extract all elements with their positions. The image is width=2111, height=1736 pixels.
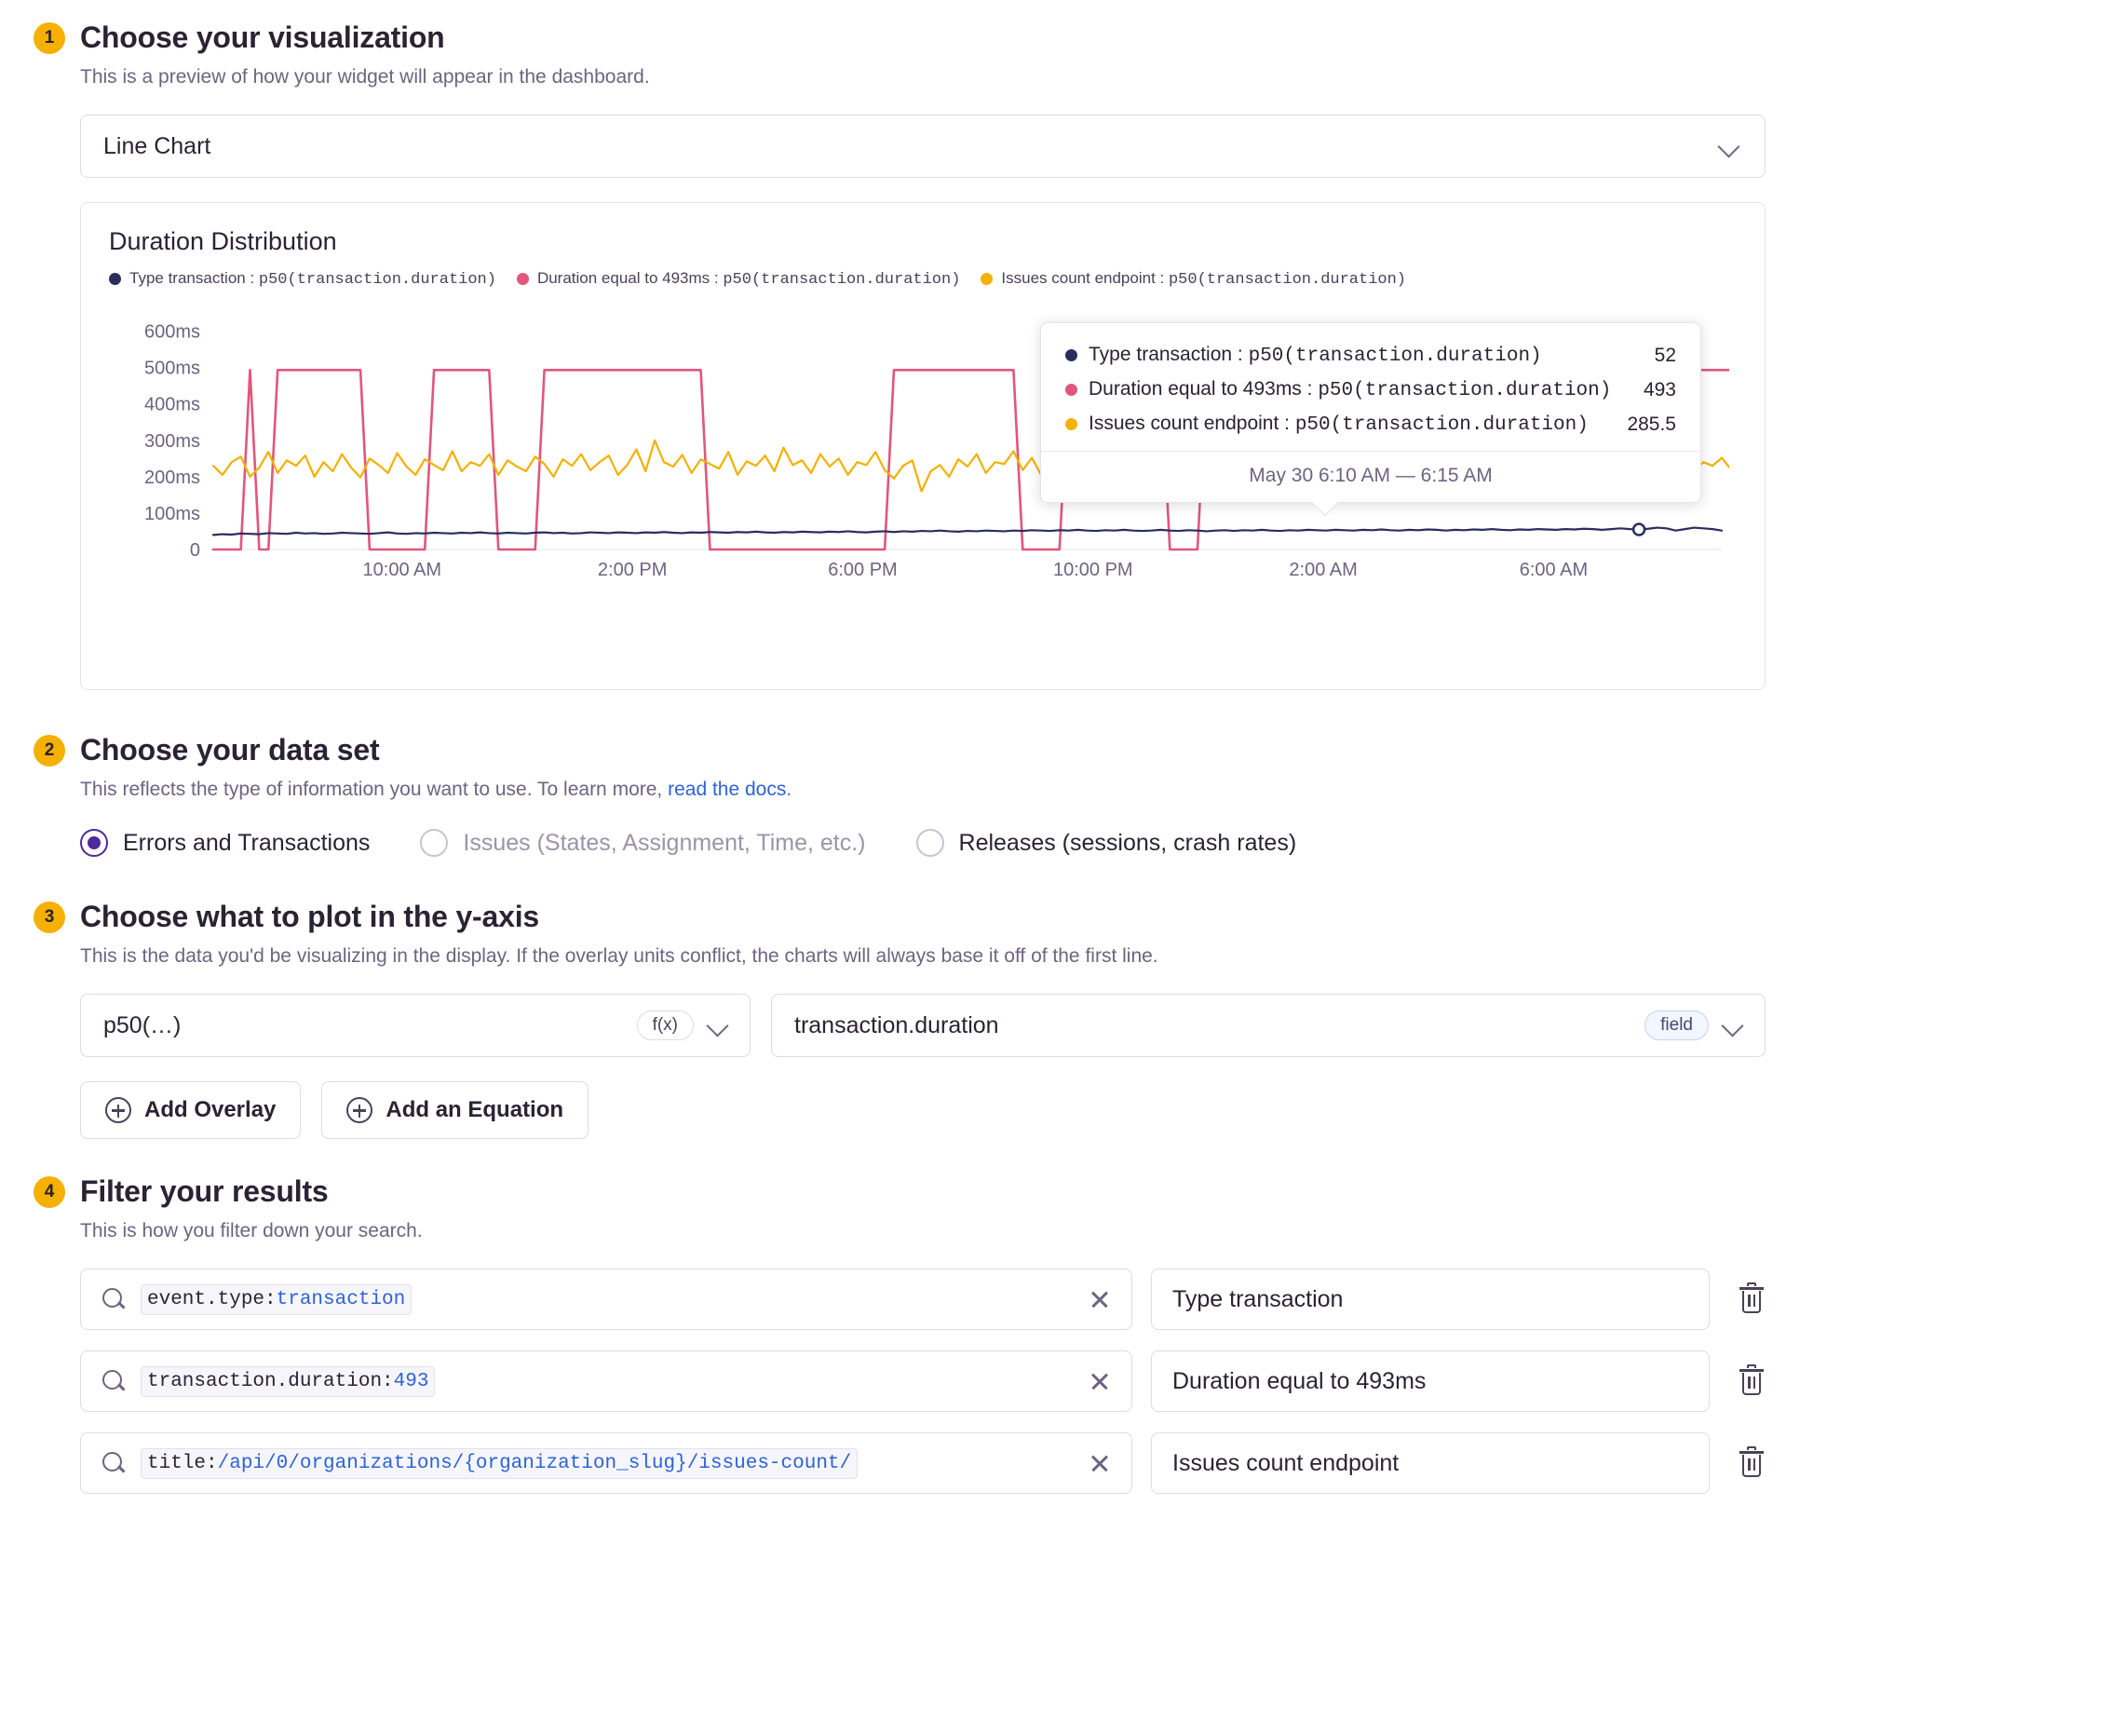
radio-indicator-icon	[916, 829, 944, 857]
delete-icon[interactable]	[1736, 1282, 1767, 1316]
filter-row	[80, 1268, 2077, 1330]
add-equation-button[interactable]	[321, 1081, 589, 1139]
filter-alias-input[interactable]	[1151, 1268, 1710, 1330]
visualization-select-value: Line Chart	[103, 132, 211, 159]
svg-text:6:00 PM: 6:00 PM	[828, 560, 898, 580]
aggregate-function-select[interactable]	[80, 994, 751, 1057]
section-title: Choose your data set	[80, 733, 380, 766]
svg-text:10:00 AM: 10:00 AM	[362, 560, 442, 580]
svg-text:600ms: 600ms	[143, 321, 200, 343]
delete-icon[interactable]	[1736, 1446, 1767, 1480]
filter-row	[80, 1432, 2077, 1494]
filter-query-value: transaction	[276, 1288, 406, 1310]
filter-rows	[80, 1268, 2077, 1494]
aggregate-function-value: p50(…)	[103, 1011, 182, 1038]
step-4-description: This is how you filter down your search.	[80, 1220, 423, 1241]
step-2-header	[34, 733, 2077, 767]
svg-text:10:00 PM: 10:00 PM	[1052, 560, 1133, 580]
filter-query-value: /api/0/organizations/{organization_slug}/issues-count/	[217, 1452, 852, 1474]
legend-item[interactable]	[981, 269, 1406, 289]
legend-swatch-icon	[981, 273, 993, 285]
legend-label: Issues count endpoint : p50(transaction.duration)	[1001, 269, 1407, 289]
step-1-header	[34, 20, 2077, 55]
add-equation-label: Add an Equation	[386, 1097, 564, 1122]
radio-label: Releases (sessions, crash rates)	[958, 829, 1297, 856]
tooltip-row	[1041, 338, 1700, 373]
radio-label: Errors and Transactions	[123, 829, 371, 856]
tooltip-swatch-icon	[1065, 384, 1077, 396]
tooltip-value: 493	[1643, 378, 1676, 400]
chart-title: Duration Distribution	[109, 227, 337, 255]
filter-alias-value: Duration equal to 493ms	[1172, 1367, 1427, 1394]
filter-alias-value: Type transaction	[1172, 1285, 1344, 1312]
tooltip-value: 285.5	[1627, 413, 1676, 435]
chevron-down-icon	[1718, 134, 1742, 158]
section-title: Choose what to plot in the y-axis	[80, 900, 539, 933]
svg-text:200ms: 200ms	[143, 467, 200, 488]
tooltip-row	[1041, 373, 1700, 407]
add-overlay-button[interactable]	[80, 1081, 301, 1139]
radio-indicator-icon	[80, 829, 108, 857]
legend-item[interactable]	[517, 269, 960, 289]
legend-label: Type transaction : p50(transaction.duration)	[129, 269, 496, 289]
radio-issues[interactable]	[420, 829, 865, 857]
clear-icon[interactable]	[1087, 1286, 1113, 1312]
svg-text:0: 0	[189, 540, 200, 561]
add-overlay-label: Add Overlay	[144, 1097, 277, 1122]
step-3-description: This is the data you'd be visualizing in the display. If the overlay units conflict, the charts will always base it off of the first line.	[80, 945, 1158, 967]
yaxis-action-buttons	[80, 1081, 2077, 1139]
legend-swatch-icon	[517, 273, 529, 285]
step-number-badge: 1	[34, 22, 65, 54]
clear-icon[interactable]	[1087, 1368, 1113, 1394]
svg-text:500ms: 500ms	[143, 358, 200, 379]
chevron-down-icon	[1722, 1013, 1746, 1038]
filter-search-input[interactable]	[80, 1432, 1132, 1494]
search-icon	[101, 1451, 126, 1475]
step-3-yaxis	[34, 900, 2077, 968]
filter-query-token	[141, 1284, 412, 1315]
step-3-header	[34, 900, 2077, 934]
svg-text:2:00 PM: 2:00 PM	[597, 560, 668, 580]
delete-icon[interactable]	[1736, 1364, 1767, 1398]
field-pill-badge: field	[1644, 1010, 1709, 1040]
chart-tooltip	[1040, 322, 1701, 503]
filter-alias-input[interactable]	[1151, 1432, 1710, 1494]
tooltip-swatch-icon	[1065, 349, 1077, 361]
filter-row	[80, 1350, 2077, 1412]
filter-search-input[interactable]	[80, 1268, 1132, 1330]
tooltip-label: Issues count endpoint : p50(transaction.duration)	[1089, 413, 1589, 436]
svg-text:6:00 AM: 6:00 AM	[1519, 560, 1589, 580]
legend-item[interactable]	[109, 269, 496, 289]
plus-circle-icon	[346, 1097, 372, 1123]
plus-circle-icon	[105, 1097, 131, 1123]
chevron-down-icon	[707, 1013, 731, 1038]
step-2-description-text: This reflects the type of information you want to use. To learn more,	[80, 779, 669, 800]
filter-alias-value: Issues count endpoint	[1172, 1449, 1400, 1476]
step-number-badge: 4	[34, 1176, 65, 1208]
filter-search-input[interactable]	[80, 1350, 1132, 1412]
svg-text:300ms: 300ms	[143, 430, 200, 452]
field-select[interactable]	[771, 994, 1766, 1057]
filter-alias-input[interactable]	[1151, 1350, 1710, 1412]
step-4-header	[34, 1174, 2077, 1209]
step-number-badge: 2	[34, 735, 65, 766]
tooltip-timerange: May 30 6:10 AM — 6:15 AM	[1041, 451, 1700, 502]
step-number-badge: 3	[34, 902, 65, 933]
chart-legend	[109, 269, 1737, 289]
radio-releases[interactable]	[916, 829, 1297, 857]
read-the-docs-link[interactable]: read the docs	[668, 779, 787, 800]
step-2-description-tail: .	[786, 779, 792, 800]
search-icon	[101, 1287, 126, 1311]
tooltip-value: 52	[1654, 344, 1676, 366]
radio-errors-and-transactions[interactable]	[80, 829, 370, 857]
visualization-select[interactable]	[80, 115, 1766, 178]
svg-text:2:00 AM: 2:00 AM	[1289, 560, 1358, 580]
filter-query-token	[141, 1448, 858, 1479]
tooltip-label: Duration equal to 493ms : p50(transaction.duration)	[1089, 378, 1612, 401]
svg-text:400ms: 400ms	[143, 394, 200, 415]
filter-query-key: transaction.duration:	[147, 1370, 394, 1392]
step-2-description	[80, 779, 2077, 801]
chart-preview-panel	[80, 202, 1766, 690]
radio-label: Issues (States, Assignment, Time, etc.)	[463, 829, 866, 856]
page-title: Choose your visualization	[80, 20, 445, 54]
filter-query-key: title:	[147, 1452, 218, 1474]
dataset-radio-group	[80, 829, 2077, 857]
function-pill-badge: f(x)	[637, 1010, 694, 1040]
step-1-visualization	[34, 20, 2077, 88]
radio-indicator-icon	[420, 829, 448, 857]
legend-label: Duration equal to 493ms : p50(transaction.duration)	[536, 269, 961, 289]
svg-text:100ms: 100ms	[143, 503, 200, 524]
tooltip-label: Type transaction : p50(transaction.duration)	[1089, 344, 1542, 367]
search-icon	[101, 1369, 126, 1393]
chart-plot-area[interactable]	[109, 305, 1737, 594]
yaxis-controls	[80, 994, 2077, 1057]
step-1-description: This is a preview of how your widget will appear in the dashboard.	[80, 66, 650, 88]
filter-query-token	[141, 1366, 435, 1397]
field-select-value: transaction.duration	[794, 1011, 999, 1038]
step-2-dataset	[34, 733, 2077, 801]
tooltip-row	[1041, 407, 1700, 441]
legend-swatch-icon	[109, 273, 121, 285]
filter-query-value: 493	[393, 1370, 429, 1392]
clear-icon[interactable]	[1087, 1450, 1113, 1476]
section-title: Filter your results	[80, 1174, 329, 1208]
filter-query-key: event.type:	[147, 1288, 277, 1310]
tooltip-swatch-icon	[1065, 418, 1077, 430]
step-4-filters	[34, 1174, 2077, 1242]
